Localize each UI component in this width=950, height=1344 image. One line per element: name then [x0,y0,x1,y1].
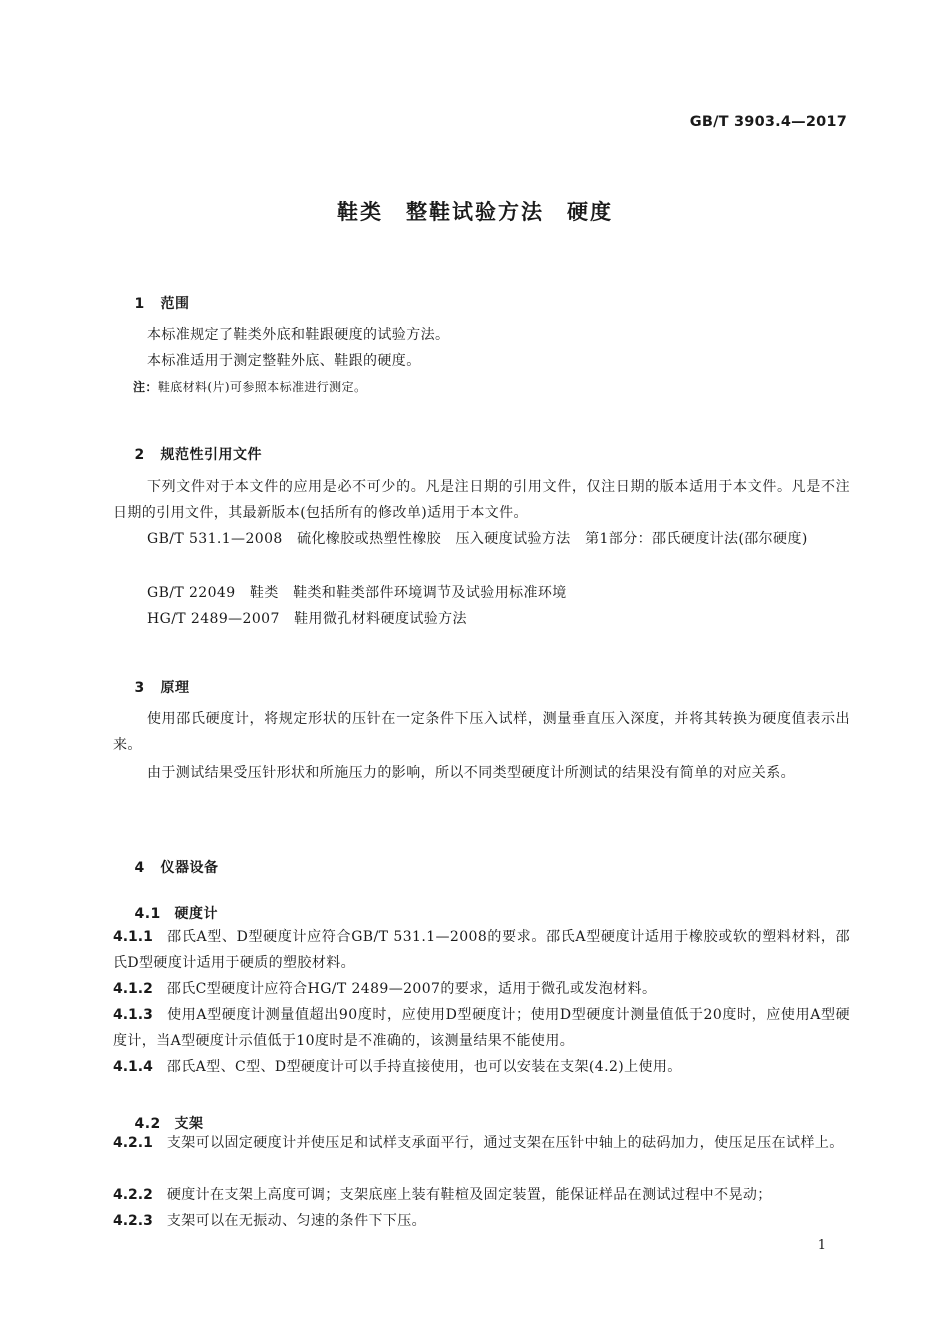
clause-text: 硬度计在支架上高度可调；支架底座上装有鞋楦及固定装置，能保证样品在测试过程中不晃动； [166,1187,772,1203]
section-number: 4.2 [134,1116,161,1132]
clause-number: 4.1.4 [113,1059,153,1075]
clause-number: 4.1.2 [113,981,153,997]
clause-4-1-4 [113,1054,850,1080]
clause-text: 邵氏A型、D型硬度计应符合GB/T 531.1—2008的要求。邵氏A型硬度计适用于橡胶或软的塑料材料，邵氏D型硬度计适用于硬质的塑胶材料。 [113,929,850,971]
section-number: 2 [134,447,145,463]
clause-number: 4.2.3 [113,1213,153,1229]
clause-number: 4.2.2 [113,1187,153,1203]
section-3-paragraph-1: 使用邵氏硬度计，将规定形状的压针在一定条件下压入试样，测量垂直压入深度，并将其转换为硬度值表示出来。 [113,711,850,753]
clause-4-1-2 [113,976,850,1002]
section-1-paragraph-2: 本标准适用于测定整鞋外底、鞋跟的硬度。 [147,353,421,369]
page-number: 1 [817,1238,826,1253]
reference-2: GB/T 22049 鞋类 鞋类和鞋类部件环境调节及试验用标准环境 [147,585,567,601]
section-4-heading [113,841,219,893]
standard-code: GB/T 3903.4—2017 [689,114,847,130]
section-number: 3 [134,680,145,696]
section-number: 4 [134,860,145,876]
reference-1: GB/T 531.1—2008 硫化橡胶或热塑性橡胶 压入硬度试验方法 第1部分：邵氏硬度计法(邵尔硬度) [147,531,808,547]
clause-text: 邵氏A型、C型、D型硬度计可以手持直接使用，也可以安装在支架(4.2)上使用。 [166,1059,682,1075]
section-title: 仪器设备 [160,860,219,876]
section-1-note [133,378,366,395]
section-title: 范围 [160,296,190,312]
section-title: 规范性引用文件 [160,447,262,463]
clause-4-2-3 [113,1208,850,1234]
clause-4-2-2 [113,1182,850,1208]
section-1-paragraph-1: 本标准规定了鞋类外底和鞋跟硬度的试验方法。 [147,327,450,343]
reference-3: HG/T 2489—2007 鞋用微孔材料硬度试验方法 [147,611,467,627]
clause-4-1-3 [113,1002,850,1054]
section-title: 原理 [160,680,190,696]
section-title: 硬度计 [174,906,218,922]
clause-text: 支架可以在无振动、匀速的条件下下压。 [166,1213,427,1229]
section-2-heading [113,428,262,480]
clause-text: 支架可以固定硬度计并使压足和试样支承面平行，通过支架在压针中轴上的砝码加力，使压足压在试样上。 [166,1135,844,1151]
section-number: 4.1 [134,906,161,922]
clause-number: 4.2.1 [113,1135,153,1151]
clause-4-2-1 [113,1130,850,1156]
note-label: 注： [133,380,158,394]
clause-text: 邵氏C型硬度计应符合HG/T 2489—2007的要求，适用于微孔或发泡材料。 [166,981,657,997]
section-2-intro: 下列文件对于本文件的应用是必不可少的。凡是注日期的引用文件，仅注日期的版本适用于本文件。凡是不注日期的引用文件，其最新版本(包括所有的修改单)适用于本文件。 [113,479,850,521]
document-title: 鞋类 整鞋试验方法 硬度 [337,200,613,224]
clause-number: 4.1.1 [113,929,153,945]
clause-text: 使用A型硬度计测量值超出90度时，应使用D型硬度计；使用D型硬度计测量值低于20度时，应使用A型硬度计，当A型硬度计示值低于10度时是不准确的，该测量结果不能使用。 [113,1007,850,1049]
section-title: 支架 [174,1116,204,1132]
section-number: 1 [134,296,145,312]
section-3-paragraph-2: 由于测试结果受压针形状和所施压力的影响，所以不同类型硬度计所测试的结果没有简单的对应关系。 [147,765,795,781]
clause-number: 4.1.3 [113,1007,153,1023]
clause-4-1-1 [113,924,850,976]
note-text: 鞋底材料(片)可参照本标准进行测定。 [157,380,367,394]
